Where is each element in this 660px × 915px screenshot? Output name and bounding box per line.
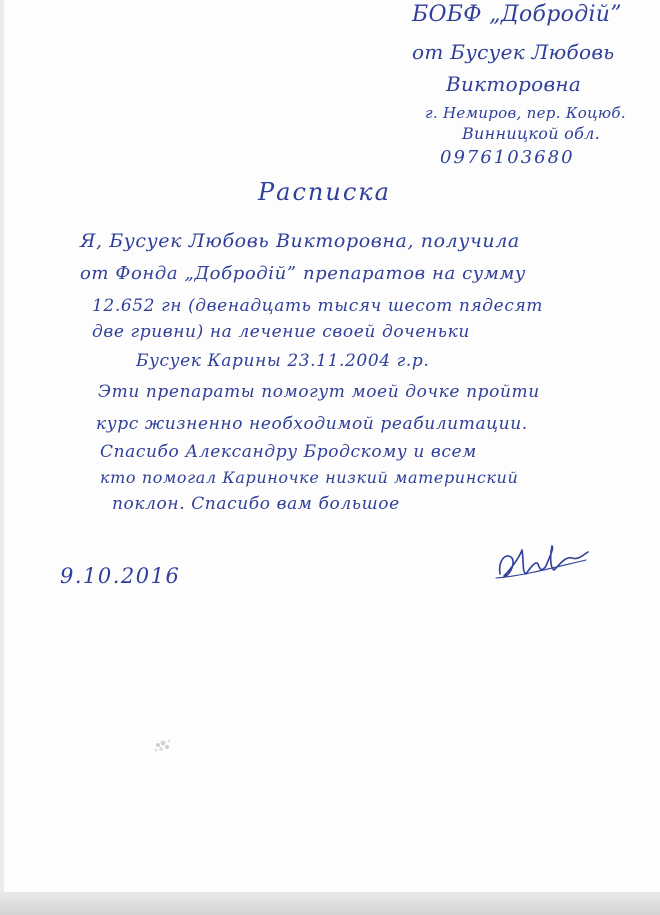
body-line: Я, Бусуек Любовь Викторовна, получила [80,230,520,252]
header-phone: 0976103680 [440,147,575,168]
document-date: 9.10.2016 [60,564,181,588]
header-patronymic: Викторовна [446,72,582,96]
body-line: две гривни) на лечение своей доченьки [92,322,470,342]
body-line: курс жизненно необходимой реабилитации. [96,414,528,434]
scan-edge [0,0,4,892]
header-address-region: Винницкой обл. [462,124,601,143]
scan-bottom-edge [0,892,660,915]
body-line: кто помогал Кариночке низкий материнский [100,468,519,487]
handwritten-signature [492,538,592,588]
body-line: Спасибо Александру Бродскому и всем [100,442,477,462]
body-line: поклон. Спасибо вам большое [112,494,400,514]
header-address-town: г. Немиров, пер. Коцюб. [425,104,626,122]
ink-smudge [150,735,176,757]
document-title: Расписка [258,178,391,206]
body-line: от Фонда „Добродій” препаратов на сумму [80,263,526,284]
body-line: Эти препараты помогут моей дочке пройти [98,382,540,402]
header-foundation-name: БОБФ „Добродій” [412,2,622,27]
body-line: 12.652 гн (двенадцать тысяч шесот пядесят [92,296,544,316]
body-line: Бусуек Карины 23.11.2004 г.р. [136,351,430,371]
header-from-name: от Бусуек Любовь [412,40,615,64]
